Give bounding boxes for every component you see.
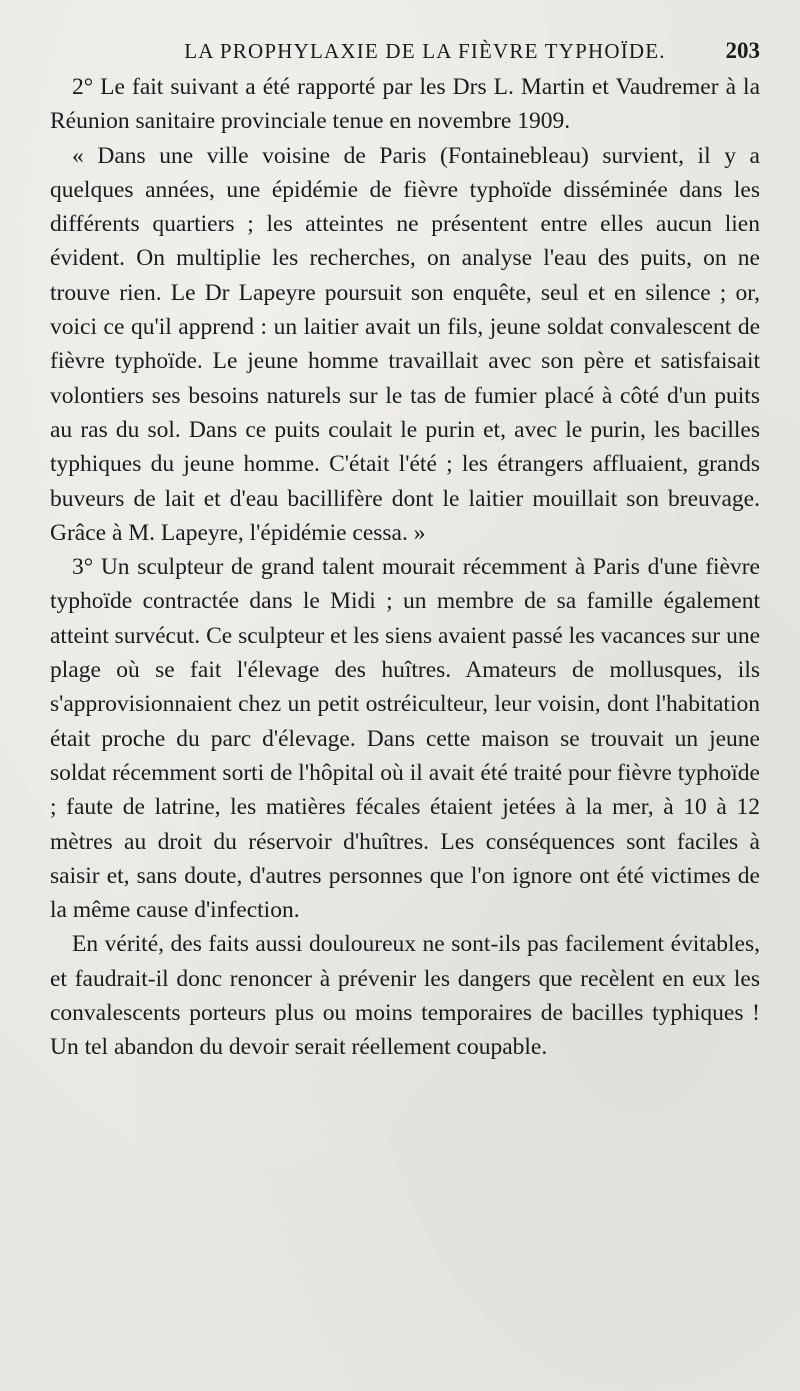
paragraph-conclusion: En vérité, des faits aussi douloureux ne sont-ils pas facilement évitables, et faudrait-il donc renoncer à prévenir les dangers que recèlent en eux les convalescents porteurs plus ou moins temporaires de bacilles typhiques ! Un tel abandon du devoir serait réellement coupable.: [50, 931, 760, 1061]
paragraph-sculpteur: 3° Un sculpteur de grand talent mourait récemment à Paris d'une fièvre typhoïde contractée dans le Midi ; un membre de sa famille également atteint survécut. Ce sculpteur et les siens avaient passé les vacances sur une plage où se fait l'élevage des huîtres. Amateurs de mollusques, ils s'approvisionnaient chez un petit ostréiculteur, leur voisin, dont l'habitation était proche du parc d'élevage. Dans cette maison se trouvait un jeune soldat récemment sorti de l'hôpital où il avait été traité pour fièvre typhoïde ; faute de latrine, les matières fécales étaient jetées à la mer, à 10 à 12 mètres au droit du réservoir d'huîtres. Les conséquences sont faciles à saisir et, sans doute, d'autres personnes que l'on ignore ont été victimes de la même cause d'infection.: [50, 554, 760, 924]
page-number: 203: [725, 38, 760, 63]
running-head: [50, 34, 760, 68]
body-text: [50, 70, 760, 1065]
running-title: LA PROPHYLAXIE DE LA FIÈVRE TYPHOÏDE.: [184, 39, 666, 63]
paragraph-martin-vaudremer: 2° Le fait suivant a été rapporté par les Drs L. Martin et Vaudremer à la Réunion sanitaire provinciale tenue en novembre 1909.: [50, 74, 760, 135]
paragraph-fontainebleau-quote: « Dans une ville voisine de Paris (Fontainebleau) survient, il y a quelques années, une épidémie de fièvre typhoïde disséminée dans les différents quartiers ; les atteintes ne présentent entre elles aucun lien évident. On multiplie les recherches, on analyse l'eau des puits, on ne trouve rien. Le Dr Lapeyre poursuit son enquête, seul et en silence ; or, voici ce qu'il apprend : un laitier avait un fils, jeune soldat convalescent de fièvre typhoïde. Le jeune homme travaillait avec son père et satisfaisait volontiers ses besoins naturels sur le tas de fumier placé à côté d'un puits au ras du sol. Dans ce puits coulait le purin et, avec le purin, les bacilles typhiques du jeune homme. C'était l'été ; les étrangers affluaient, grands buveurs de lait et d'eau bacillifère dont le laitier mouillait son breuvage. Grâce à M. Lapeyre, l'épidémie cessa. »: [50, 142, 760, 546]
